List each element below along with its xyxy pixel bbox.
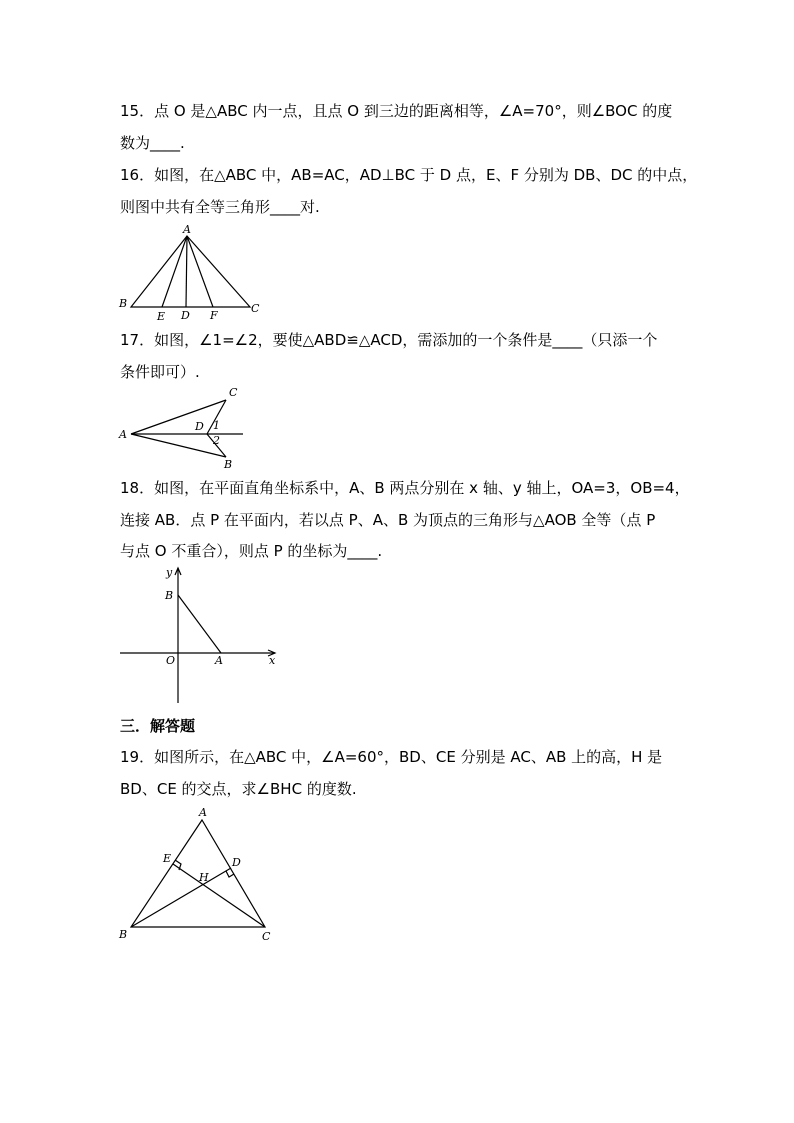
q15-line2: 数为____. xyxy=(120,134,185,152)
q17-label-c: C xyxy=(229,386,238,399)
q19-line1: 19．如图所示，在△ABC 中，∠A=60°，BD、CE 分别是 AC、AB 上的高，H 是 xyxy=(120,748,663,766)
q17-label-d: D xyxy=(195,420,204,433)
q18-label-y: y xyxy=(166,566,173,579)
q17-line1: 17．如图，∠1=∠2，要使△ABD≌△ACD，需添加的一个条件是____（只添一个 xyxy=(120,331,658,349)
q18-line2: 连接 AB．点 P 在平面内，若以点 P、A、B 为顶点的三角形与△AOB 全等（点 P xyxy=(120,511,656,529)
q17-label-a: A xyxy=(119,428,127,441)
q15-line1: 15．点 O 是△ABC 内一点，且点 O 到三边的距离相等，∠A=70°，则∠BOC 的度 xyxy=(120,102,673,120)
q17-segment-ac xyxy=(131,400,226,434)
q17-label-b: B xyxy=(224,458,233,471)
q16-segment-ad xyxy=(186,236,187,307)
q19-label-b: B xyxy=(119,928,128,941)
q16-triangle-abc xyxy=(131,236,250,307)
q16-line1: 16．如图，在△ABC 中，AB=AC，AD⊥BC 于 D 点，E、F 分别为 DB、DC 的中点， xyxy=(120,166,698,184)
q17-segment-cd xyxy=(207,400,226,434)
q19-right-angle-mark-e xyxy=(175,860,181,870)
q19-triangle-abc xyxy=(131,820,265,927)
q16-label-a: A xyxy=(183,223,191,236)
q19-label-d: D xyxy=(232,856,241,869)
q17-segment-db xyxy=(207,434,226,457)
q19-altitude-ce xyxy=(173,864,265,927)
q17-angle-label-1: 1 xyxy=(213,419,220,432)
section-title-answer-questions: 三．解答题 xyxy=(120,717,196,735)
q19-line2: BD、CE 的交点，求∠BHC 的度数. xyxy=(120,780,357,798)
q16-label-c: C xyxy=(251,302,260,315)
q19-altitude-bd xyxy=(131,868,231,927)
q18-label-b: B xyxy=(165,589,174,602)
q16-label-f: F xyxy=(210,309,218,322)
q19-right-angle-mark-d xyxy=(226,871,234,877)
q16-label-e: E xyxy=(157,310,166,323)
q16-label-d: D xyxy=(181,309,190,322)
q19-label-c: C xyxy=(262,930,271,943)
q18-line1: 18．如图，在平面直角坐标系中，A、B 两点分别在 x 轴、y 轴上，OA=3，OB=4， xyxy=(120,479,690,497)
q18-y-axis-arrow xyxy=(175,568,181,575)
q19-label-h: H xyxy=(199,871,209,884)
q19-label-a: A xyxy=(199,806,207,819)
q17-segment-ab xyxy=(131,434,226,457)
q16-line2: 则图中共有全等三角形____对. xyxy=(120,198,320,216)
q16-segment-ae xyxy=(162,236,187,307)
q18-line3: 与点 O 不重合），则点 P 的坐标为____. xyxy=(120,542,383,560)
q16-segment-af xyxy=(187,236,213,307)
q18-x-axis-arrow xyxy=(268,650,275,656)
q19-label-e: E xyxy=(163,852,172,865)
q18-label-x: x xyxy=(269,654,276,667)
q18-segment-ab xyxy=(178,595,221,653)
q18-label-o: O xyxy=(166,654,176,667)
q16-label-b: B xyxy=(119,297,128,310)
q18-label-a: A xyxy=(215,654,223,667)
q17-line2: 条件即可）. xyxy=(120,363,200,381)
q17-angle-label-2: 2 xyxy=(213,434,220,447)
